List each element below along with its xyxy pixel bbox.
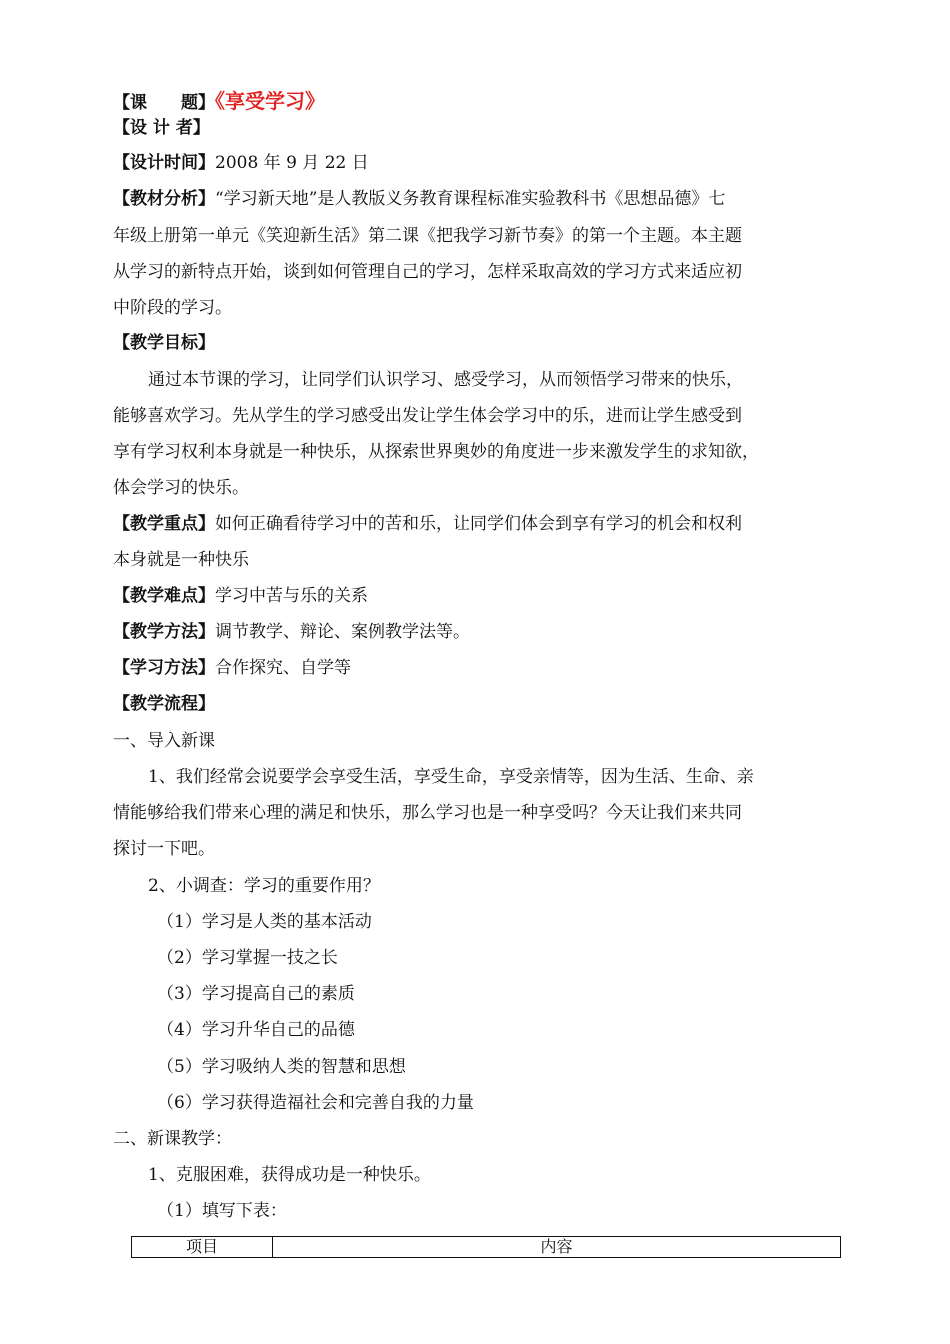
difficulty-value: 学习中苦与乐的关系 xyxy=(215,586,368,606)
objectives-line-1: 通过本节课的学习，让同学们认识学习、感受学习，从而领悟学习带来的快乐， xyxy=(148,370,743,390)
intro-line-3: 探讨一下吧。 xyxy=(113,839,215,859)
learning-value: 合作探究、自学等 xyxy=(215,658,351,678)
section-2-heading: 二、新课教学： xyxy=(113,1129,232,1149)
learning-line xyxy=(113,657,351,679)
analysis-line-3: 从学习的新特点开始，谈到如何管理自己的学习，怎样采取高效的学习方式来适应初 xyxy=(113,262,742,282)
lesson-title: 《享受学习》 xyxy=(215,89,325,113)
objectives-line-2: 能够喜欢学习。先从学生的学习感受出发让学生体会学习中的乐，进而让学生感受到 xyxy=(113,406,742,426)
designer-line xyxy=(113,117,210,139)
title-line xyxy=(113,90,325,114)
list-item: （1）学习是人类的基本活动 xyxy=(157,912,372,932)
intro-line-2: 情能够给我们带来心理的满足和快乐，那么学习也是一种享受吗？今天让我们来共同 xyxy=(113,803,742,823)
designer-label: 【设 计 者】 xyxy=(113,118,210,138)
keypoints-label: 【教学重点】 xyxy=(113,514,215,534)
analysis-line-1: 【教材分析】“学习新天地”是人教版义务教育课程标准实验教科书《思想品德》七 xyxy=(113,189,726,209)
fill-table xyxy=(131,1236,841,1258)
learning-label: 【学习方法】 xyxy=(113,658,215,678)
objectives-label: 【教学目标】 xyxy=(113,333,215,353)
objectives-line-4: 体会学习的快乐。 xyxy=(113,478,249,498)
table-header-content: 内容 xyxy=(273,1237,841,1258)
fill-table-line: （1）填写下表： xyxy=(157,1201,287,1221)
analysis-line-2: 年级上册第一单元《笑迎新生活》第二课《把我学习新节奏》的第一个主题。本主题 xyxy=(113,226,742,246)
method-line xyxy=(113,621,470,643)
time-line xyxy=(113,152,369,174)
difficulty-label: 【教学难点】 xyxy=(113,586,215,606)
keypoints-line-2: 本身就是一种快乐 xyxy=(113,550,249,570)
flow-label: 【教学流程】 xyxy=(113,694,215,714)
list-item: （4）学习升华自己的品德 xyxy=(157,1020,355,1040)
analysis-line-4: 中阶段的学习。 xyxy=(113,298,232,318)
section-1-heading: 一、导入新课 xyxy=(113,731,215,751)
intro-line-1: 1、我们经常会说要学会享受生活，享受生命，享受亲情等，因为生活、生命、亲 xyxy=(148,767,754,787)
keypoints-line-1: 【教学重点】如何正确看待学习中的苦和乐，让同学们体会到享有学习的机会和权利 xyxy=(113,514,742,534)
time-label: 【设计时间】 xyxy=(113,153,215,173)
analysis-label: 【教材分析】 xyxy=(113,189,215,209)
time-value: 2008 年 9 月 22 日 xyxy=(215,153,369,173)
objectives-line-3: 享有学习权利本身就是一种快乐，从探索世界奥妙的角度进一步来激发学生的求知欲， xyxy=(113,442,759,462)
table-row xyxy=(132,1237,841,1258)
method-value: 调节教学、辩论、案例教学法等。 xyxy=(215,622,470,642)
point-1-line: 1、克服困难，获得成功是一种快乐。 xyxy=(148,1165,431,1185)
list-item: （2）学习掌握一技之长 xyxy=(157,948,338,968)
difficulty-line xyxy=(113,585,368,607)
list-item: （6）学习获得造福社会和完善自我的力量 xyxy=(157,1093,474,1113)
title-label: 【课 题】 xyxy=(113,93,215,113)
survey-line: 2、小调查：学习的重要作用？ xyxy=(148,876,380,896)
list-item: （5）学习吸纳人类的智慧和思想 xyxy=(157,1057,406,1077)
method-label: 【教学方法】 xyxy=(113,622,215,642)
list-item: （3）学习提高自己的素质 xyxy=(157,984,355,1004)
table-header-item: 项目 xyxy=(132,1237,273,1258)
